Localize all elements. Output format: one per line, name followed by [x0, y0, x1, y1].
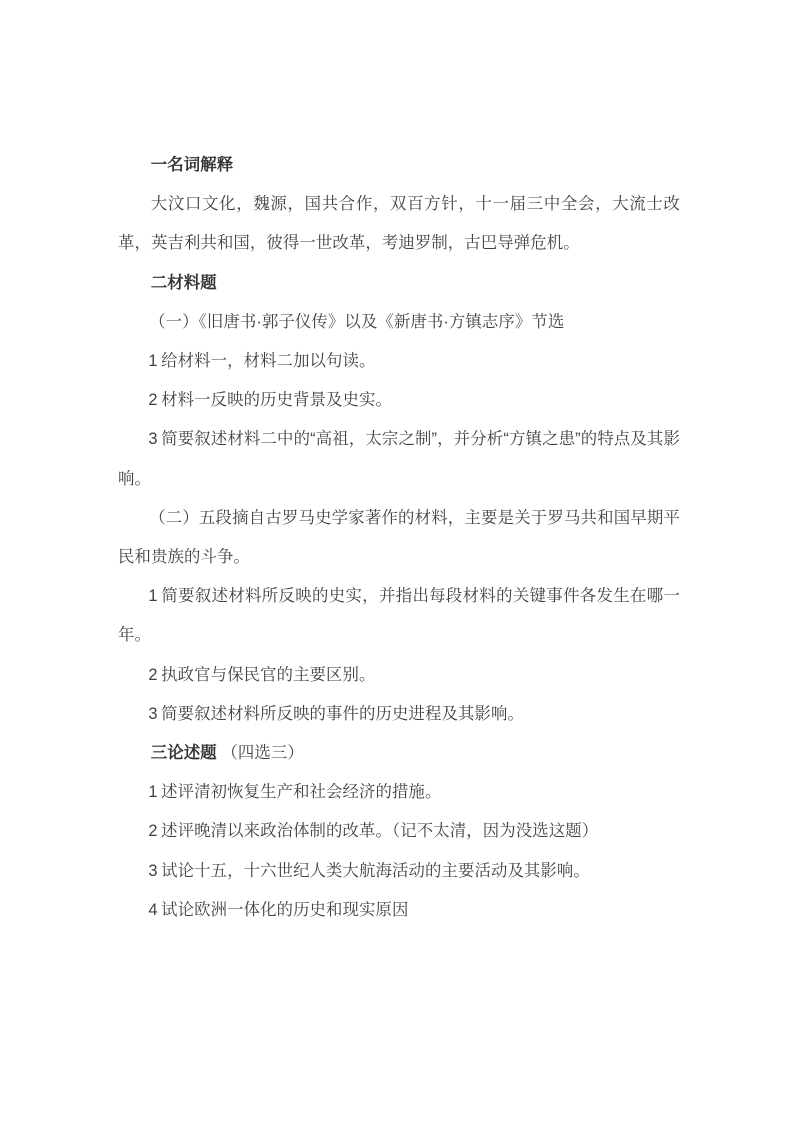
paragraph-material-1-q2 — [118, 381, 680, 420]
paragraph-material-2-q3 — [118, 695, 680, 734]
item-number: 3 — [148, 430, 158, 449]
section-heading-section-1 — [118, 146, 680, 185]
section-heading-suffix: （四选三） — [216, 744, 304, 763]
item-number: 1 — [148, 783, 158, 802]
paragraph-material-1-q1 — [118, 342, 680, 381]
section-heading-text: 二材料题 — [150, 273, 217, 292]
paragraph-terms-list — [118, 185, 680, 263]
section-heading-text: 三论述题 — [150, 744, 217, 763]
paragraph-essay-q4 — [118, 891, 680, 930]
item-text: 给材料一，材料二加以句读。 — [161, 352, 376, 371]
item-number: 2 — [148, 391, 158, 410]
item-text: 简要叙述材料所反映的事件的历史进程及其影响。 — [161, 704, 524, 723]
item-number: 4 — [148, 900, 158, 919]
item-text: 试论欧洲一体化的历史和现实原因 — [161, 900, 409, 919]
item-number: 2 — [148, 822, 158, 841]
paragraph-material-1-q3 — [118, 420, 680, 498]
paragraph-material-2-q1 — [118, 577, 680, 655]
item-number: 1 — [148, 587, 158, 606]
item-text: 执政官与保民官的主要区别。 — [161, 665, 376, 684]
item-text: 述评清初恢复生产和社会经济的措施。 — [161, 783, 442, 802]
document-content — [118, 146, 680, 930]
paragraph-text: （二）五段摘自古罗马史学家著作的材料，主要是关于罗马共和国早期平民和贵族的斗争。 — [118, 508, 680, 567]
paragraph-essay-q1 — [118, 773, 680, 812]
item-text: 简要叙述材料所反映的史实，并指出每段材料的关键事件各发生在哪一年。 — [118, 587, 680, 645]
item-number: 3 — [148, 861, 158, 880]
paragraph-text: （一）《旧唐书·郭子仪传》以及《新唐书·方镇志序》节选 — [149, 312, 565, 331]
paragraph-material-group-1-title — [118, 303, 680, 342]
item-text: 材料一反映的历史背景及史实。 — [161, 391, 393, 410]
item-text: 简要叙述材料二中的“高祖，太宗之制”，并分析“方镇之患”的特点及其影响。 — [118, 430, 680, 488]
paragraph-essay-q2 — [118, 812, 680, 851]
item-text: 试论十五，十六世纪人类大航海活动的主要活动及其影响。 — [161, 861, 590, 880]
item-number: 2 — [148, 665, 158, 684]
paragraph-text: 大汶口文化，魏源，国共合作，双百方针，十一届三中全会，大流士改革，英吉利共和国，彼得一世改革，考迪罗制，古巴导弹危机。 — [118, 195, 680, 253]
paragraph-material-group-2-title — [118, 499, 680, 577]
section-heading-text: 一名词解释 — [150, 156, 234, 174]
paragraph-material-2-q2 — [118, 656, 680, 695]
section-heading-section-2 — [118, 264, 680, 303]
section-heading-section-3 — [118, 734, 680, 773]
item-text: 述评晚清以来政治体制的改革。（记不太清，因为没选这题） — [161, 822, 599, 841]
item-number: 3 — [148, 704, 158, 723]
paragraph-essay-q3 — [118, 852, 680, 891]
item-number: 1 — [148, 352, 158, 371]
